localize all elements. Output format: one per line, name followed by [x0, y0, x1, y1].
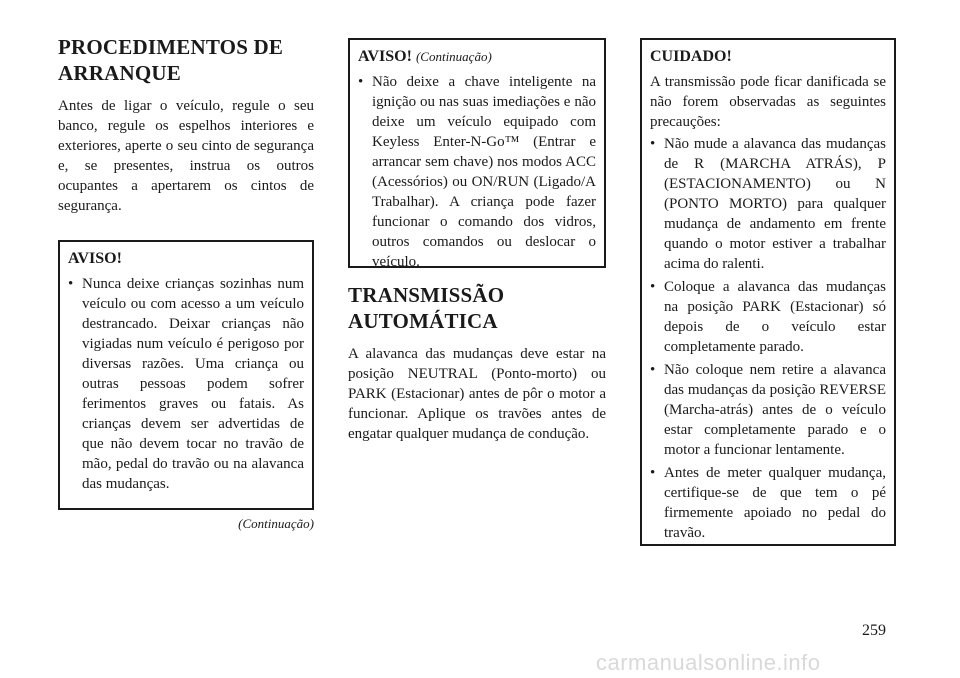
column-left — [58, 0, 314, 532]
section-heading-starting-procedures: PROCEDIMENTOS DE ARRANQUE — [58, 35, 284, 85]
automatic-transmission-intro: A alavanca das mudanças deve estar na posição NEUTRAL (Ponto-morto) ou PARK (Estacionar) antes de pôr o motor a funcionar. Aplique os travões antes de engatar qualquer mudança de condução. — [348, 346, 606, 442]
caution-title: CUIDADO! — [650, 48, 732, 65]
warning-box-children — [58, 240, 314, 510]
section-heading-automatic-transmission: TRANSMISSÃO AUTOMÁTICA — [348, 283, 505, 333]
warning-list — [358, 72, 596, 272]
column-middle — [348, 0, 606, 444]
warning-item: • Nunca deixe crianças sozinhas num veículo ou com acesso a um veículo destrancado. Deixar crianças não vigiadas num veículo é perigoso por diversas razões. Uma criança ou outras pessoas podem sofrer ferimentos graves ou fatais. As crianças devem ser advertidas de que não devem tocar no travão de mão, pedal do travão ou na alavanca das mudanças. — [68, 274, 304, 494]
column-right — [640, 0, 896, 546]
starting-procedures-intro: Antes de ligar o veículo, regule o seu banco, regule os espelhos interiores e exteriores, aperte o seu cinto de segurança e, se presentes, instrua os outros ocupantes a apertarem os cintos de segurança. — [58, 98, 314, 214]
caution-box — [640, 38, 896, 546]
caution-list — [650, 134, 886, 543]
warning-title-continued — [358, 46, 596, 68]
warning-item: • Não deixe a chave inteligente na ignição ou nas suas imediações e não deixe um veículo equipado com Keyless Enter-N-Go™ (Entrar e arrancar sem chave) nos modos ACC (Acessórios) ou ON/RUN (Ligado/A Trabalhar). A criança pode fazer funcionar o comando dos vidros, outros comandos ou deslocar o veículo. — [358, 72, 596, 272]
watermark: carmanualsonline.info — [596, 650, 821, 675]
continuation-label: (Continuação) — [415, 49, 492, 64]
page-number: 259 — [862, 622, 886, 639]
caution-item: • Não coloque nem retire a alavanca das mudanças da posição REVERSE (Marcha-atrás) antes de o veículo estar completamente parado e o motor a funcionar lentamente. — [650, 360, 886, 460]
warning-title: AVISO! — [68, 250, 122, 267]
warning-title: AVISO! — [358, 48, 412, 65]
warning-box-continued — [348, 38, 606, 268]
caution-item: • Coloque a alavanca das mudanças na posição PARK (Estacionar) só depois de o veículo estar completamente parado. — [650, 277, 886, 357]
caution-item: • Não mude a alavanca das mudanças de R (MARCHA ATRÁS), P (ESTACIONAMENTO) ou N (PONTO MORTO) para qualquer mudança de andamento em frente quando o motor estiver a trabalhar acima do ralenti. — [650, 134, 886, 274]
warning-list — [68, 274, 304, 494]
caution-item: • Antes de meter qualquer mudança, certifique-se de que tem o pé firmemente apoiado no pedal do travão. — [650, 463, 886, 543]
caution-intro: A transmissão pode ficar danificada se não forem observadas as seguintes precauções: — [650, 74, 886, 130]
continuation-note: (Continuação) — [238, 516, 314, 531]
